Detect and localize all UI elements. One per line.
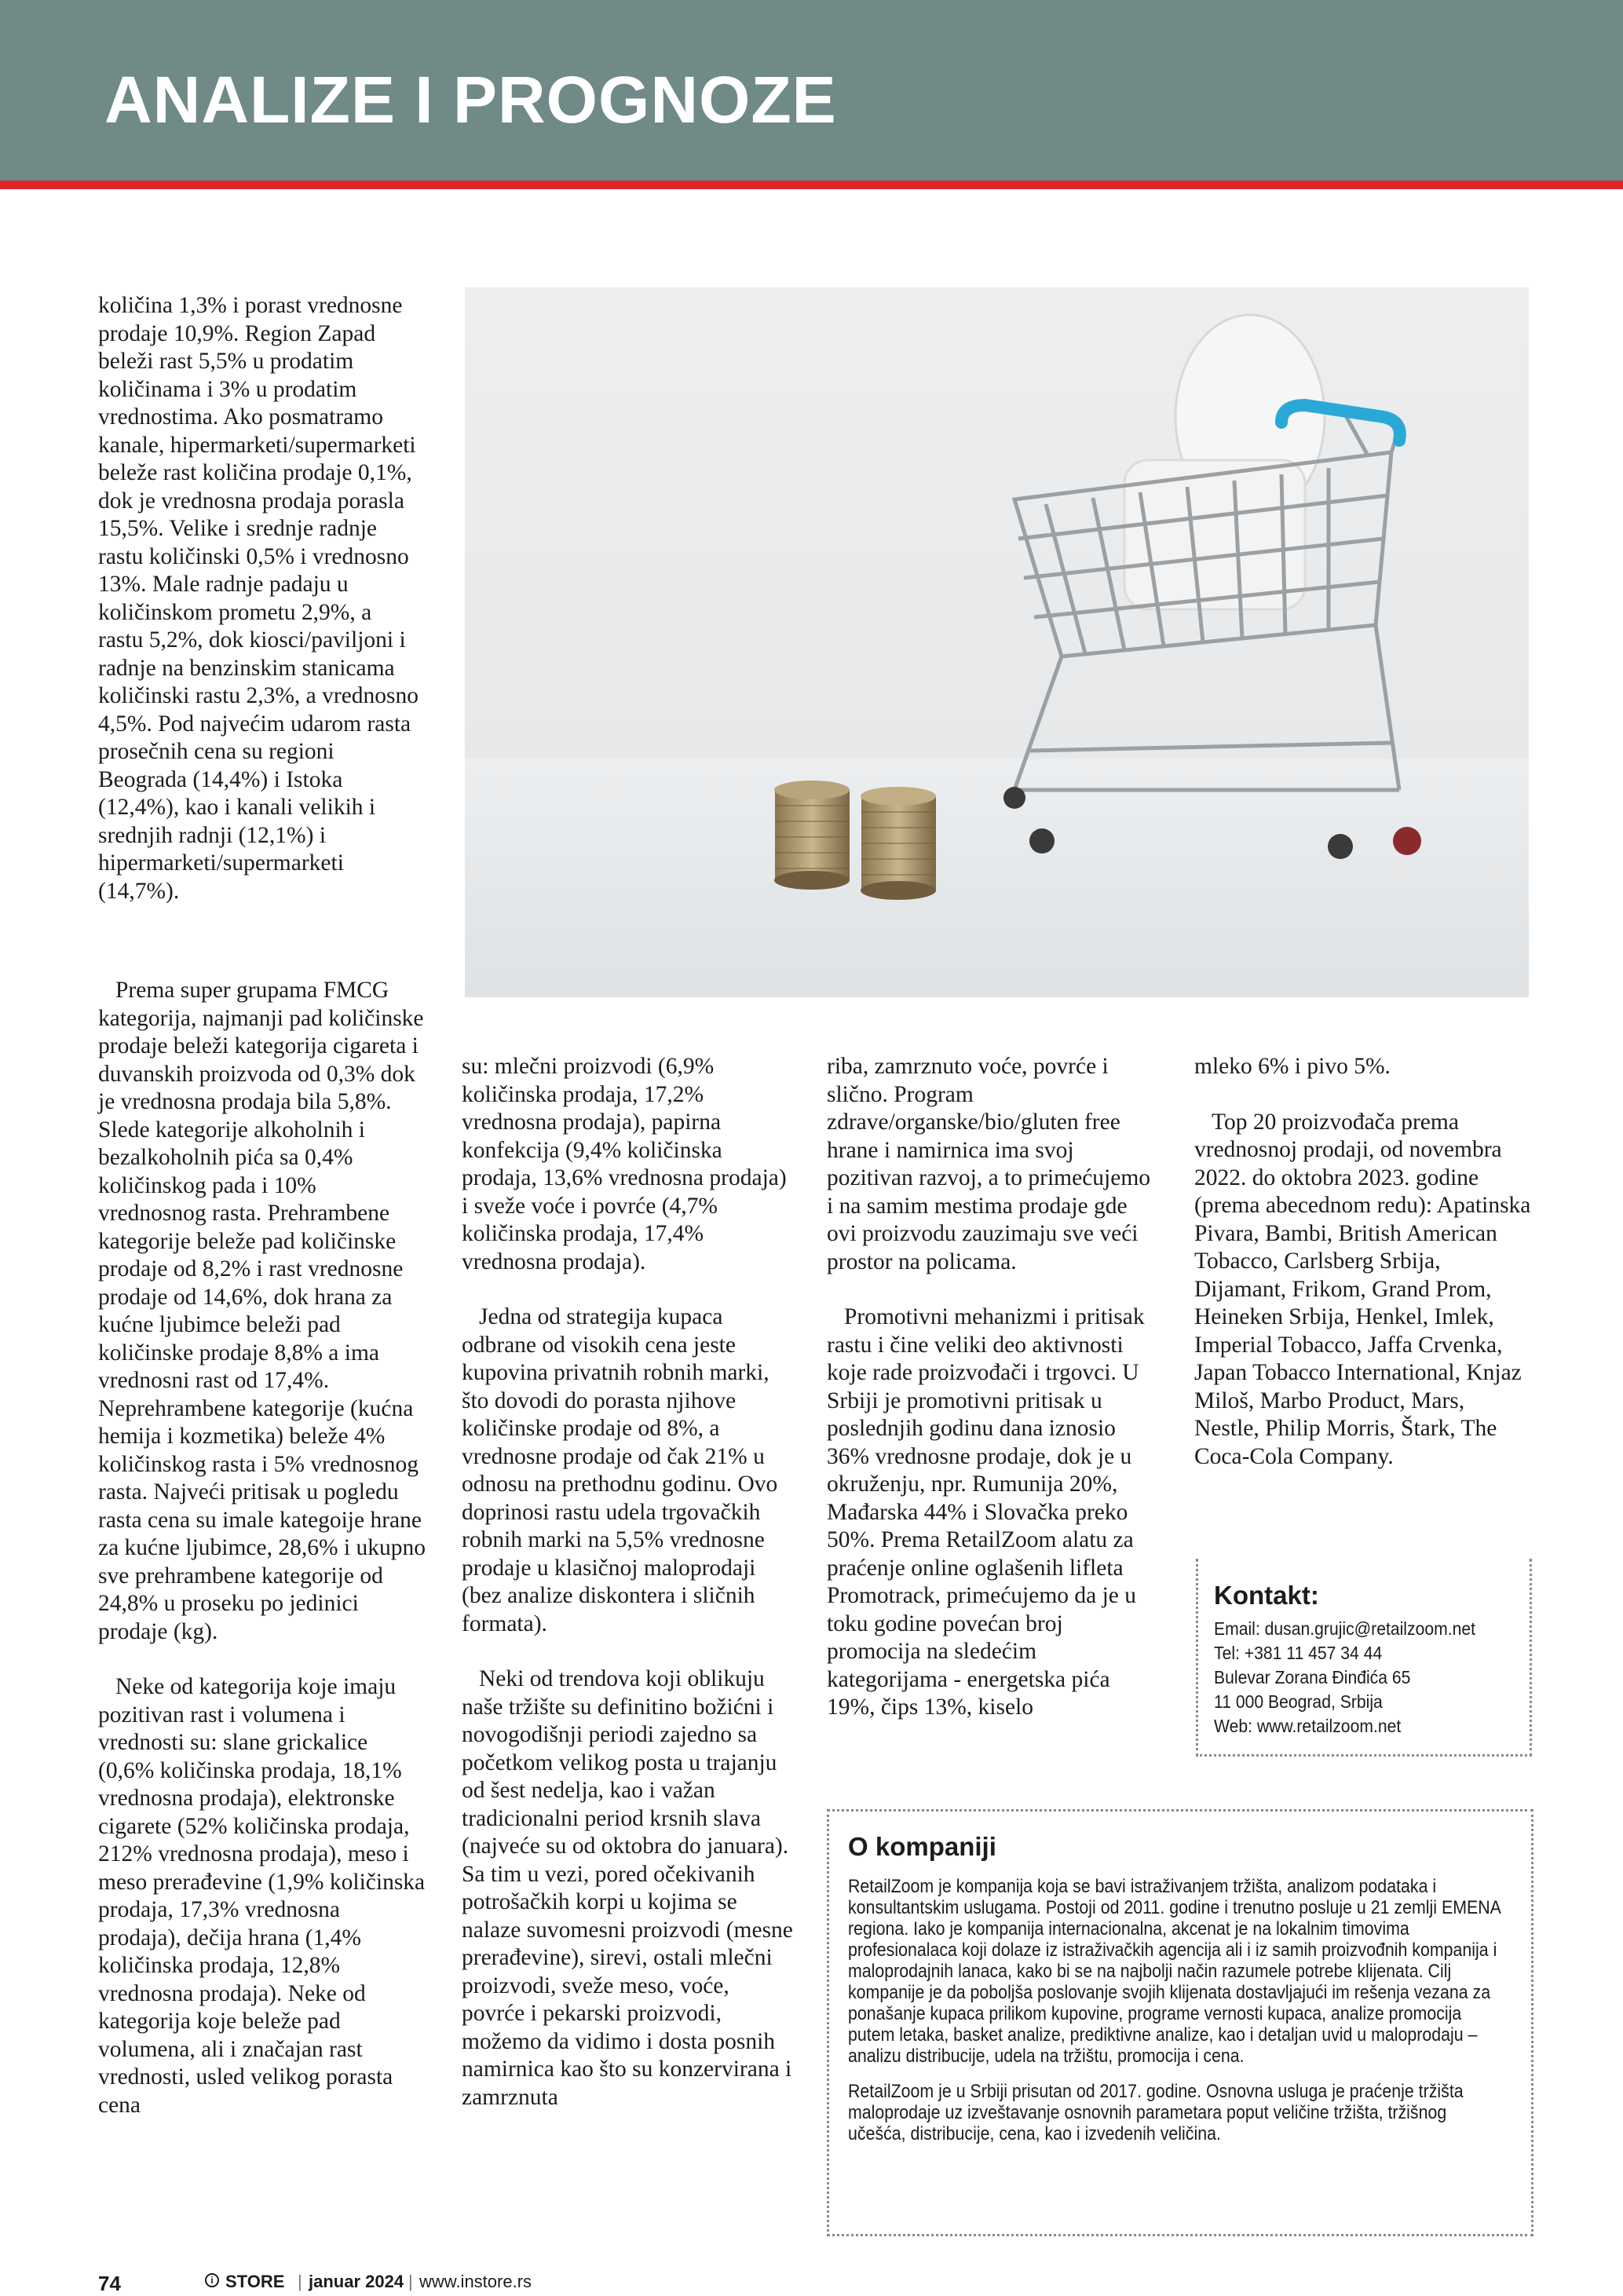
article-column-2 (462, 1053, 795, 2111)
about-paragraph: RetailZoom je u Srbiji prisutan od 2017. godine. Osnovna usluga je praćenje tržišta maloprodaje uz izveštavanje osnovnih parametara poput veličine tržišta, tržišnog učešća, distribucije, cena, kao i izvedenih veličina. (848, 2081, 1464, 2144)
footer-website-link[interactable]: www.instore.rs (419, 2272, 532, 2291)
about-company-box (827, 1809, 1533, 2236)
article-paragraph: Prema super grupama FMCG kategorija, najmanji pad količinske prodaje beleži kategorija cigareta i duvanskih proizvoda od 0,3% dok je vrednosna prodaja bila 5,8%. Slede kategorije alkoholnih i bezalkoholnih pića sa 0,4% količinskog pada i 10% vrednosnog rasta. Prehrambene kategorije beleže pad količinske prodaje od 8,2% i rast vrednosne prodaje od 14,6%, dok hrana za kućne ljubimce beleži pad količinske prodaje 8,8% a ima vrednosni rast od 17,4%. Neprehrambene kategorije (kućna hemija i kozmetika) beleže 4% količinskog rasta i 5% vrednosnog rasta. Najveći pritisak u pogledu rasta cena su imale kategoije hrane za kućne ljubimce, 28,6% i ukupno sve prehrambene kategorije od 24,8% u proseku po jedinici prodaje (kg). (98, 978, 426, 1644)
article-paragraph: Neki od trendova koji oblikuju naše tržište su definitino božićni i novogodišnji periodi zajedno sa početkom velikog posta u trajanju od šest nedelja, kao i važan tradicionalni period krsnih slava (najveće su od oktobra do januara). Sa tim u vezi, pored očekivanih potrošačkih korpi u kojima se nalaze suvomesni proizvodi (mesne prerađevine), sirevi, ostali mlečni proizvodi, sveže meso, voće, povrće i pekarski proizvodi, možemo da vidimo i dosta posnih namirnica kao što su konzervirana i zamrznuta (462, 1666, 793, 2110)
footer-issue: januar 2024 (309, 2272, 404, 2291)
contact-box (1196, 1559, 1532, 1757)
contact-website[interactable]: Web: www.retailzoom.net (1214, 1716, 1402, 1736)
footer-separator: | (408, 2272, 413, 2291)
header-band (0, 0, 1623, 181)
article-paragraph: su: mlečni proizvodi (6,9% količinska prodaja, 17,2% vrednosna prodaja), papirna konfekcija (9,4% količinska prodaja, 13,6% vrednosna prodaja) i sveže voće i povrće (4,7% količinska prodaja, 17,4% vrednosna prodaja). (462, 1054, 787, 1274)
header-red-stripe (0, 181, 1623, 189)
contact-title: Kontakt: (1214, 1581, 1319, 1610)
contact-email[interactable]: Email: dusan.grujic@retailzoom.net (1214, 1618, 1475, 1639)
article-paragraph: Neke od kategorija koje imaju pozitivan rast i volumena i vrednosti su: slane grickalice (0,6% količinska prodaja, 18,1% vrednosna prodaja), elektronske cigarete (52% količinska prodaja, 212% vrednosna prodaja), meso i meso prerađevine (1,9% količinska prodaja, 17,3% vrednosna prodaja), dečija hrana (1,4% količinska prodaja, 12,8% vrednosna prodaja). Neke od kategorija koje beleže pad volumena, ali i značajan rast vrednosti, usled velikog porasta cena (98, 1674, 426, 2118)
section-title: ANALIZE I PROGNOZE (104, 63, 837, 137)
article-paragraph: riba, zamrznuto voće, povrće i slično. Program zdrave/organske/bio/gluten free hrane i namirnica ima svoj pozitivan razvoj, a to primećujemo i na samim mestima prodaje gde ovi proizvodu zauzimaju sve veći prostor na policama. (827, 1054, 1151, 1274)
contact-phone: Tel: +381 11 457 34 44 (1214, 1643, 1383, 1663)
contact-city: 11 000 Beograd, Srbija (1214, 1691, 1383, 1712)
page-footer (98, 2272, 1040, 2295)
article-paragraph: mleko 6% i pivo 5%. (1194, 1054, 1391, 1079)
page-number: 74 (98, 2272, 121, 2295)
about-paragraph: RetailZoom je kompanija koja se bavi istraživanjem tržišta, analizom podataka i konsultantskim uslugama. Postoji od 2011. godine i trenutno posluje u 21 zemlji EMENA regiona. Iako je kompanija internacionalna, akcenat je na lokalnim timovima profesionalaca koji dolaze iz istraživačkih agencija ali i iz samih proizvođnih kompanija i maloprodajnih lanaca, kako bi se na najbolji način razumele potrebe klijenata. Cilj kompanije je da poboljša poslovanje svojih klijenata dostavljajući im rešenja vezana za ponašanje kupaca prilikom kupovine, programe vernosti kupaca, analize promocija putem letaka, basket analize, prediktivne analize, kao i detaljan uvid u maloprodaju – analizu distribucije, udela na tržištu, promocija i cena. (848, 1876, 1501, 2067)
article-column-3 (827, 1053, 1161, 1722)
article-column-4 (1194, 1053, 1532, 1471)
article-paragraph: količina 1,3% i porast vrednosne prodaje 10,9%. Region Zapad beleži rast 5,5% u prodatim količinama i 3% u prodatim vrednostima. Ako posmatramo kanale, hipermarketi/supermarketi beleže rast količina prodaje 0,1%, dok je vrednosna prodaja porasla 15,5%. Velike i srednje radnje rastu količinski 0,5% i vrednosno 13%. Male radnje padaju u količinskom prometu 2,9%, a rastu 5,2%, dok kiosci/paviljoni i radnje na benzinskim stanicama količinski rastu 2,3%, a vrednosno 4,5%. Pod najvećim udarom rasta prosečnih cena su regioni Beograda (14,4%) i Istoka (12,4%), kao i kanali velikih i srednjih radnji (12,1%) i hipermarketi/supermarketi (14,7%). (98, 293, 419, 904)
article-paragraph: Top 20 proizvođača prema vrednosnoj prodaji, od novembra 2022. do oktobra 2023. godine (prema abecednom redu): Apatinska Pivara, Bambi, British American Tobacco, Carlsberg Srbija, Dijamant, Frikom, Grand Prom, Heineken Srbija, Henkel, Imlek, Imperial Tobacco, Jaffa Crvenka, Japan Tobacco International, Knjaz Miloš, Marbo Product, Mars, Nestle, Philip Morris, Štark, The Coca-Cola Company. (1194, 1109, 1531, 1469)
contact-address: Bulevar Zorana Đinđića 65 (1214, 1667, 1411, 1687)
shopping-cart-with-coins-photo (465, 287, 1529, 997)
store-logo-icon: i (205, 2273, 219, 2287)
article-column-1-top (98, 292, 420, 905)
article-paragraph: Jedna od strategija kupaca odbrane od visokih cena jeste kupovina privatnih robnih marki, što dovodi do porasta njihove količinske prodaje od 8%, a vrednosne prodaje od čak 21% u odnosu na prethodnu godinu. Ovo doprinosi rastu udela trgovačkih robnih marki na 5,5% vrednosne prodaje u klasičnoj maloprodaji (bez analize diskontera i sličnih formata). (462, 1304, 778, 1636)
article-paragraph: Promotivni mehanizmi i pritisak rastu i čine veliki deo aktivnosti koje rade proizvođači i trgovci. U Srbiji je promotivni pritisak u poslednjih godinu dana iznosio 36% vrednosne prodaje, dok je u okruženju, npr. Rumunija 20%, Mađarska 44% i Slovačka preko 50%. Prema RetailZoom alatu za praćenje online oglašenih lifleta Promotrack, primećujemo da je u toku godine povećan broj promocija na sledećim kategorijama - energetska pića 19%, čips 13%, kiselo (827, 1304, 1145, 1720)
footer-brand: STORE (225, 2272, 285, 2291)
photo-illustration (465, 287, 1529, 997)
article-column-1-bottom (98, 977, 428, 2119)
footer-separator: | (298, 2272, 302, 2291)
about-title: O kompaniji (848, 1832, 996, 1861)
